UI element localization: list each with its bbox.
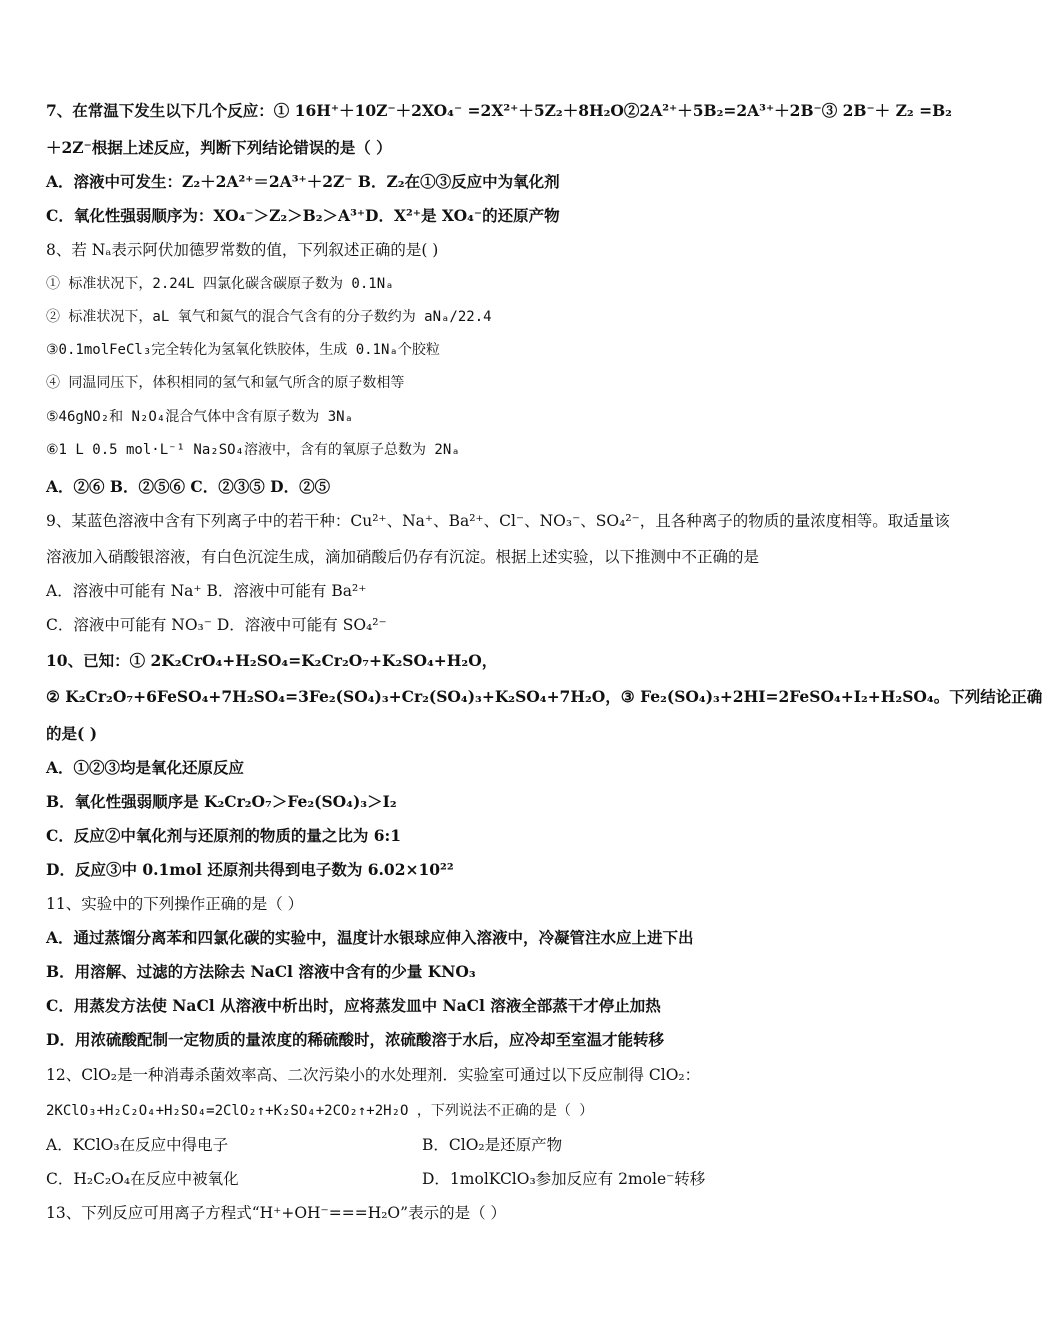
- q10-stem-line-2: ② K₂Cr₂O₇+6FeSO₄+7H₂SO₄=3Fe₂(SO₄)₃+Cr₂(SO₄)₃+K₂SO₄+7H₂O，③ Fe₂(SO₄)₃+2HI=2FeSO₄+I₂+H₂SO₄。下列结论正确: [46, 687, 1042, 706]
- q10-option-c: C．反应②中氧化剂与还原剂的物质的量之比为 6:1: [46, 826, 402, 845]
- q8-item-6: ⑥1 L 0.5 mol·L⁻¹ Na₂SO₄溶液中，含有的氧原子总数为 2Nₐ: [46, 442, 460, 458]
- q10-option-b: B．氧化性强弱顺序是 K₂Cr₂O₇＞Fe₂(SO₄)₃＞I₂: [46, 792, 397, 811]
- q12-option-d: D．1molKClO₃参加反应有 2mole⁻转移: [422, 1170, 706, 1188]
- q9-options-cd: C．溶液中可能有 NO₃⁻ D．溶液中可能有 SO₄²⁻: [46, 616, 387, 634]
- q8-item-4: ④ 同温同压下，体积相同的氢气和氩气所含的原子数相等: [46, 375, 405, 391]
- q8-stem: 8、若 Nₐ表示阿伏加德罗常数的值，下列叙述正确的是( ): [46, 241, 439, 259]
- q12-option-b: B．ClO₂是还原产物: [422, 1136, 563, 1154]
- q7-stem-line-2: ＋2Z⁻根据上述反应，判断下列结论错误的是（ ）: [46, 138, 392, 157]
- q8-item-1: ① 标准状况下，2.24L 四氯化碳含碳原子数为 0.1Nₐ: [46, 276, 394, 292]
- q8-options: A．②⑥ B．②⑤⑥ C．②③⑤ D．②⑤: [46, 477, 331, 496]
- q7-options-cd: C．氧化性强弱顺序为：XO₄⁻＞Z₂＞B₂＞A³⁺D．X²⁺是 XO₄⁻的还原产物: [46, 206, 560, 225]
- q12-options-ab: [46, 1134, 912, 1156]
- q11-option-b: B．用溶解、过滤的方法除去 NaCl 溶液中含有的少量 KNO₃: [46, 962, 476, 981]
- q9-options-ab: A．溶液中可能有 Na⁺ B．溶液中可能有 Ba²⁺: [46, 582, 367, 600]
- q10-option-a: A．①②③均是氧化还原反应: [46, 758, 245, 777]
- q11-option-c: C．用蒸发方法使 NaCl 从溶液中析出时，应将蒸发皿中 NaCl 溶液全部蒸干才停止加热: [46, 996, 661, 1015]
- q10-stem-line-1: 10、已知：① 2K₂CrO₄+H₂SO₄=K₂Cr₂O₇+K₂SO₄+H₂O，: [46, 651, 498, 670]
- q9-stem-line-2: 溶液加入硝酸银溶液，有白色沉淀生成，滴加硝酸后仍存有沉淀。根据上述实验，以下推测中不正确的是: [46, 548, 760, 566]
- q8-item-3: ③0.1molFeCl₃完全转化为氢氧化铁胶体，生成 0.1Nₐ个胶粒: [46, 342, 440, 358]
- q10-stem-line-3: 的是( ): [46, 724, 98, 743]
- q13-stem: 13、下列反应可用离子方程式“H⁺+OH⁻===H₂O”表示的是（ ）: [46, 1204, 506, 1222]
- q11-option-d: D．用浓硫酸配制一定物质的量浓度的稀硫酸时，浓硫酸溶于水后，应冷却至室温才能转移: [46, 1030, 664, 1049]
- q8-item-2: ② 标准状况下，aL 氧气和氮气的混合气含有的分子数约为 aNₐ/22.4: [46, 309, 492, 325]
- q10-option-d: D．反应③中 0.1mol 还原剂共得到电子数为 6.02×10²²: [46, 860, 454, 879]
- q8-item-5: ⑤46gNO₂和 N₂O₄混合气体中含有原子数为 3Nₐ: [46, 409, 353, 425]
- q7-options-ab: A．溶液中可发生：Z₂＋2A²⁺＝2A³⁺＋2Z⁻ B．Z₂在①③反应中为氧化剂: [46, 172, 560, 191]
- q12-options-cd: [46, 1168, 912, 1190]
- q12-stem-line-1: 12、ClO₂是一种消毒杀菌效率高、二次污染小的水处理剂．实验室可通过以下反应制得 ClO₂：: [46, 1066, 701, 1084]
- q11-stem: 11、实验中的下列操作正确的是（ ）: [46, 895, 304, 913]
- q12-option-a: A．KClO₃在反应中得电子: [46, 1136, 229, 1154]
- q9-stem-line-1: 9、某蓝色溶液中含有下列离子中的若干种：Cu²⁺、Na⁺、Ba²⁺、Cl⁻、NO₃⁻、SO₄²⁻，且各种离子的物质的量浓度相等。取适量该: [46, 512, 950, 530]
- q7-stem-line-1: 7、在常温下发生以下几个反应：① 16H⁺＋10Z⁻＋2XO₄⁻ =2X²⁺＋5Z₂＋8H₂O②2A²⁺＋5B₂=2A³⁺＋2B⁻③ 2B⁻＋ Z₂ =B₂: [46, 101, 952, 120]
- q12-stem-line-2: 2KClO₃+H₂C₂O₄+H₂SO₄=2ClO₂↑+K₂SO₄+2CO₂↑+2H₂O ，下列说法不正确的是（ ）: [46, 1103, 594, 1119]
- q12-option-c: C．H₂C₂O₄在反应中被氧化: [46, 1170, 239, 1188]
- q11-option-a: A．通过蒸馏分离苯和四氯化碳的实验中，温度计水银球应伸入溶液中，冷凝管注水应上进下出: [46, 928, 694, 947]
